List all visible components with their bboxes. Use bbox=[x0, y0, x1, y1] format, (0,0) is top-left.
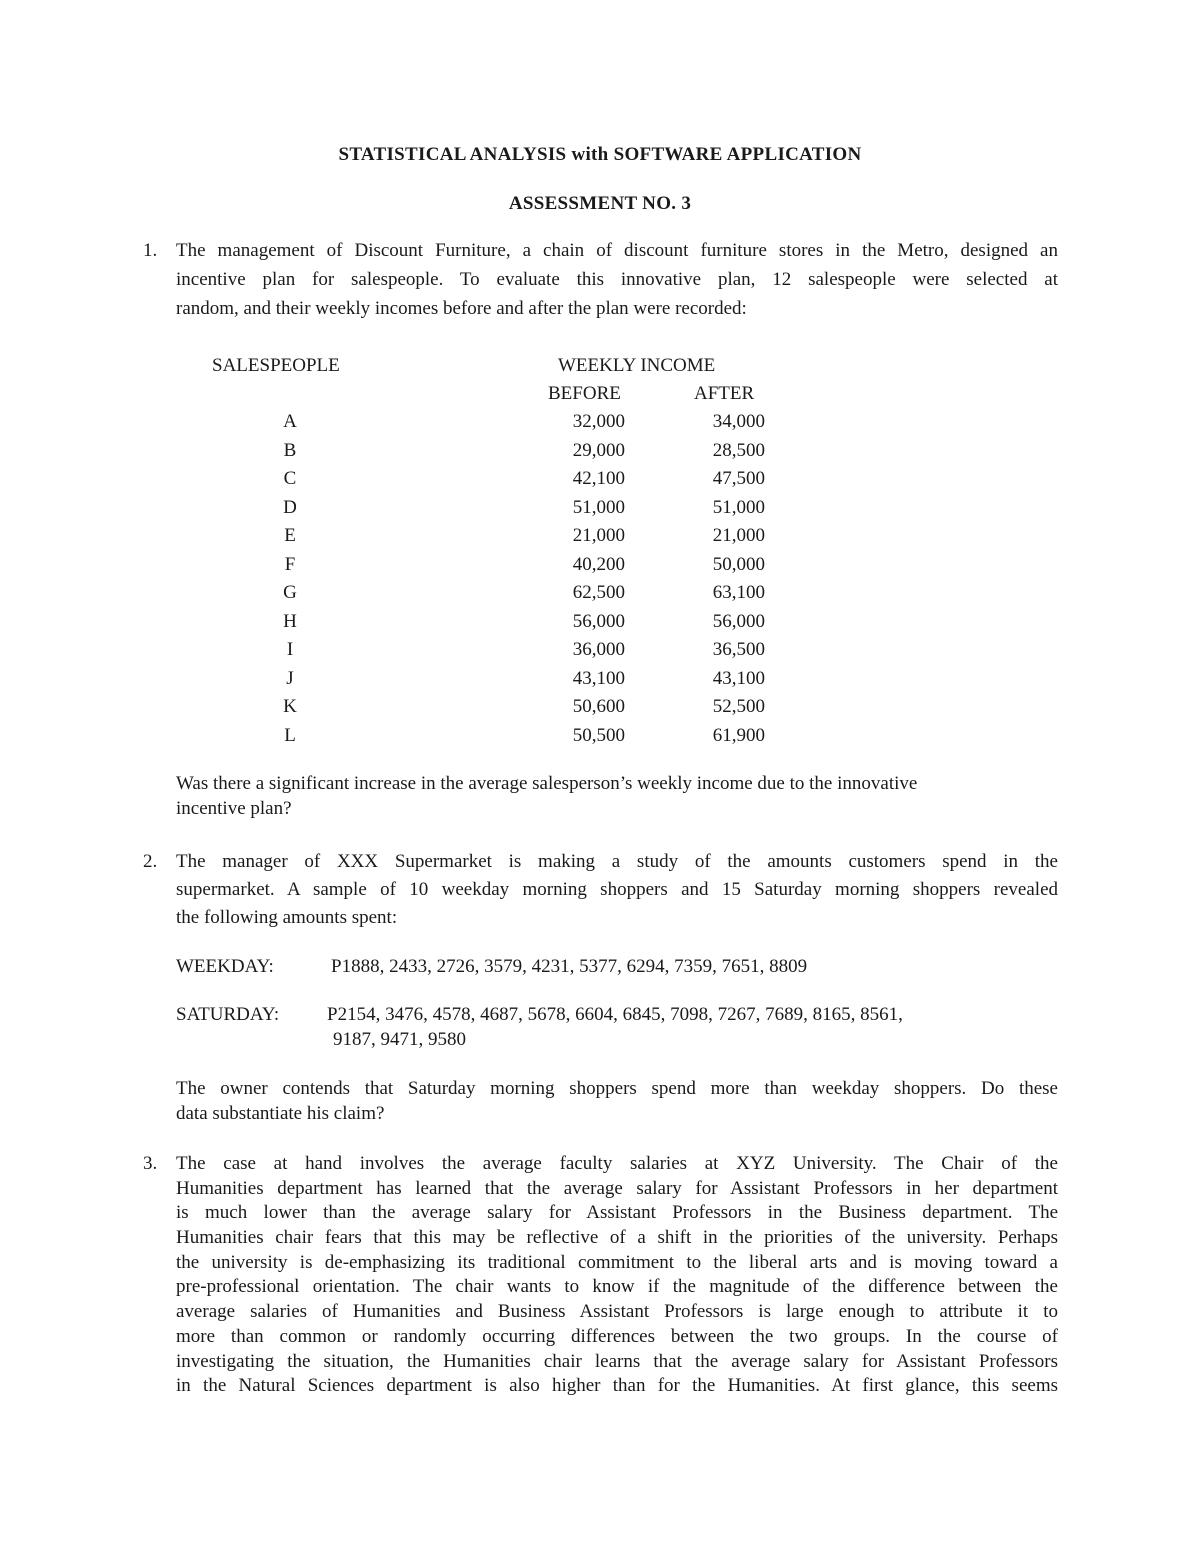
column-header-salespeople: SALESPEOPLE bbox=[212, 355, 340, 376]
text-line: the university is de-emphasizing its traditional commitment to the liberal arts and is moving toward a bbox=[176, 1251, 1058, 1273]
salesperson-id: I bbox=[286, 639, 294, 660]
income-before: 62,500 bbox=[572, 582, 625, 603]
text-line: Humanities department has learned that the average salary for Assistant Professors in her department bbox=[176, 1177, 1058, 1199]
income-after: 43,100 bbox=[712, 667, 765, 689]
question-number: 2. bbox=[143, 851, 158, 872]
question-1-prompt bbox=[176, 773, 1016, 823]
income-after: 56,000 bbox=[712, 610, 765, 632]
question-2-prompt bbox=[176, 1078, 1058, 1128]
text-line: in the Natural Sciences department is also higher than for the Humanities. At first glance, this seems bbox=[176, 1375, 1058, 1397]
salesperson-id: A bbox=[283, 411, 297, 432]
text-line: more than common or randomly occurring differences between the two groups. In the course of bbox=[176, 1325, 1058, 1347]
text-line: investigating the situation, the Humanities chair learns that the average salary for Assistant Professors bbox=[176, 1350, 1058, 1372]
saturday-values-line-2: 9187, 9471, 9580 bbox=[333, 1029, 466, 1050]
text-line: supermarket. A sample of 10 weekday morning shoppers and 15 Saturday morning shoppers revealed bbox=[176, 879, 1058, 900]
income-before: 51,000 bbox=[572, 496, 625, 518]
saturday-label: SATURDAY: bbox=[176, 1004, 280, 1025]
question-number: 3. bbox=[143, 1153, 158, 1174]
salesperson-id: F bbox=[284, 553, 296, 575]
salesperson-id: L bbox=[284, 724, 296, 746]
income-after: 36,500 bbox=[712, 639, 765, 660]
text-line: incentive plan? bbox=[176, 798, 292, 819]
document-title: STATISTICAL ANALYSIS with SOFTWARE APPLICATION bbox=[338, 144, 862, 165]
question-number: 1. bbox=[143, 240, 158, 261]
weekday-label: WEEKDAY: bbox=[176, 956, 274, 977]
column-header-weekly-income: WEEKLY INCOME bbox=[558, 355, 716, 376]
text-line: average salaries of Humanities and Business Assistant Professors is large enough to attribute it to bbox=[176, 1301, 1058, 1323]
document-subtitle: ASSESSMENT NO. 3 bbox=[508, 193, 692, 214]
income-before: 40,200 bbox=[572, 553, 625, 575]
income-after: 61,900 bbox=[712, 724, 765, 746]
text-line: pre-professional orientation. The chair wants to know if the magnitude of the difference between the bbox=[176, 1276, 1058, 1298]
salesperson-id: D bbox=[283, 496, 297, 518]
income-before: 29,000 bbox=[572, 439, 625, 461]
column-header-before: BEFORE bbox=[548, 383, 621, 404]
text-line: The manager of XXX Supermarket is making a study of the amounts customers spend in the bbox=[176, 851, 1058, 872]
text-line: the following amounts spent: bbox=[176, 907, 398, 928]
income-after: 47,500 bbox=[712, 468, 765, 489]
salesperson-id: K bbox=[283, 696, 297, 717]
question-2-text bbox=[176, 851, 1058, 935]
table-row bbox=[0, 525, 1200, 553]
question-1-text bbox=[176, 240, 1058, 327]
salesperson-id: J bbox=[286, 667, 294, 689]
table-row bbox=[0, 668, 1200, 696]
weekday-values: P1888, 2433, 2726, 3579, 4231, 5377, 6294, 7359, 7651, 8809 bbox=[331, 956, 808, 977]
text-line: random, and their weekly incomes before and after the plan were recorded: bbox=[176, 298, 747, 319]
text-line: The management of Discount Furniture, a chain of discount furniture stores in the Metro, designed an bbox=[176, 240, 1058, 261]
text-line: The case at hand involves the average faculty salaries at XYZ University. The Chair of the bbox=[176, 1153, 1058, 1174]
income-after: 21,000 bbox=[712, 525, 765, 546]
table-row bbox=[0, 411, 1200, 439]
table-row bbox=[0, 497, 1200, 525]
salesperson-id: B bbox=[283, 439, 297, 461]
table-row bbox=[0, 611, 1200, 639]
income-after: 52,500 bbox=[712, 696, 765, 717]
text-line: Humanities chair fears that this may be reflective of a shift in the priorities of the university. Perhaps bbox=[176, 1227, 1058, 1249]
table-row bbox=[0, 639, 1200, 667]
income-before: 42,100 bbox=[572, 468, 625, 489]
income-before: 56,000 bbox=[572, 610, 625, 632]
income-before: 50,600 bbox=[572, 696, 625, 717]
salesperson-id: E bbox=[284, 525, 296, 546]
text-line: is much lower than the average salary for Assistant Professors in the Business department. The bbox=[176, 1202, 1058, 1224]
text-line: incentive plan for salespeople. To evaluate this innovative plan, 12 salespeople were selected at bbox=[176, 269, 1058, 290]
income-before: 43,100 bbox=[572, 667, 625, 689]
question-3-text bbox=[176, 1153, 1058, 1400]
income-before: 21,000 bbox=[572, 525, 625, 546]
salesperson-id: H bbox=[283, 610, 297, 632]
saturday-values-line-1: P2154, 3476, 4578, 4687, 5678, 6604, 6845, 7098, 7267, 7689, 8165, 8561, bbox=[327, 1004, 903, 1025]
income-before: 32,000 bbox=[572, 411, 625, 432]
table-row bbox=[0, 554, 1200, 582]
income-before: 50,500 bbox=[572, 724, 625, 746]
table-row bbox=[0, 725, 1200, 753]
table-row bbox=[0, 582, 1200, 610]
salesperson-id: G bbox=[283, 582, 297, 603]
income-before: 36,000 bbox=[572, 639, 625, 660]
income-after: 51,000 bbox=[712, 496, 765, 518]
income-after: 63,100 bbox=[712, 582, 765, 603]
table-row bbox=[0, 468, 1200, 496]
salesperson-id: C bbox=[283, 468, 297, 489]
column-header-after: AFTER bbox=[694, 383, 755, 404]
table-row bbox=[0, 696, 1200, 724]
text-line: The owner contends that Saturday morning shoppers spend more than weekday shoppers. Do these bbox=[176, 1078, 1058, 1099]
text-line: data substantiate his claim? bbox=[176, 1103, 385, 1124]
table-row bbox=[0, 440, 1200, 468]
income-after: 50,000 bbox=[712, 553, 765, 575]
text-line: Was there a significant increase in the average salesperson’s weekly income due to the innovative bbox=[176, 773, 918, 794]
income-after: 34,000 bbox=[712, 411, 765, 432]
income-after: 28,500 bbox=[712, 439, 765, 461]
